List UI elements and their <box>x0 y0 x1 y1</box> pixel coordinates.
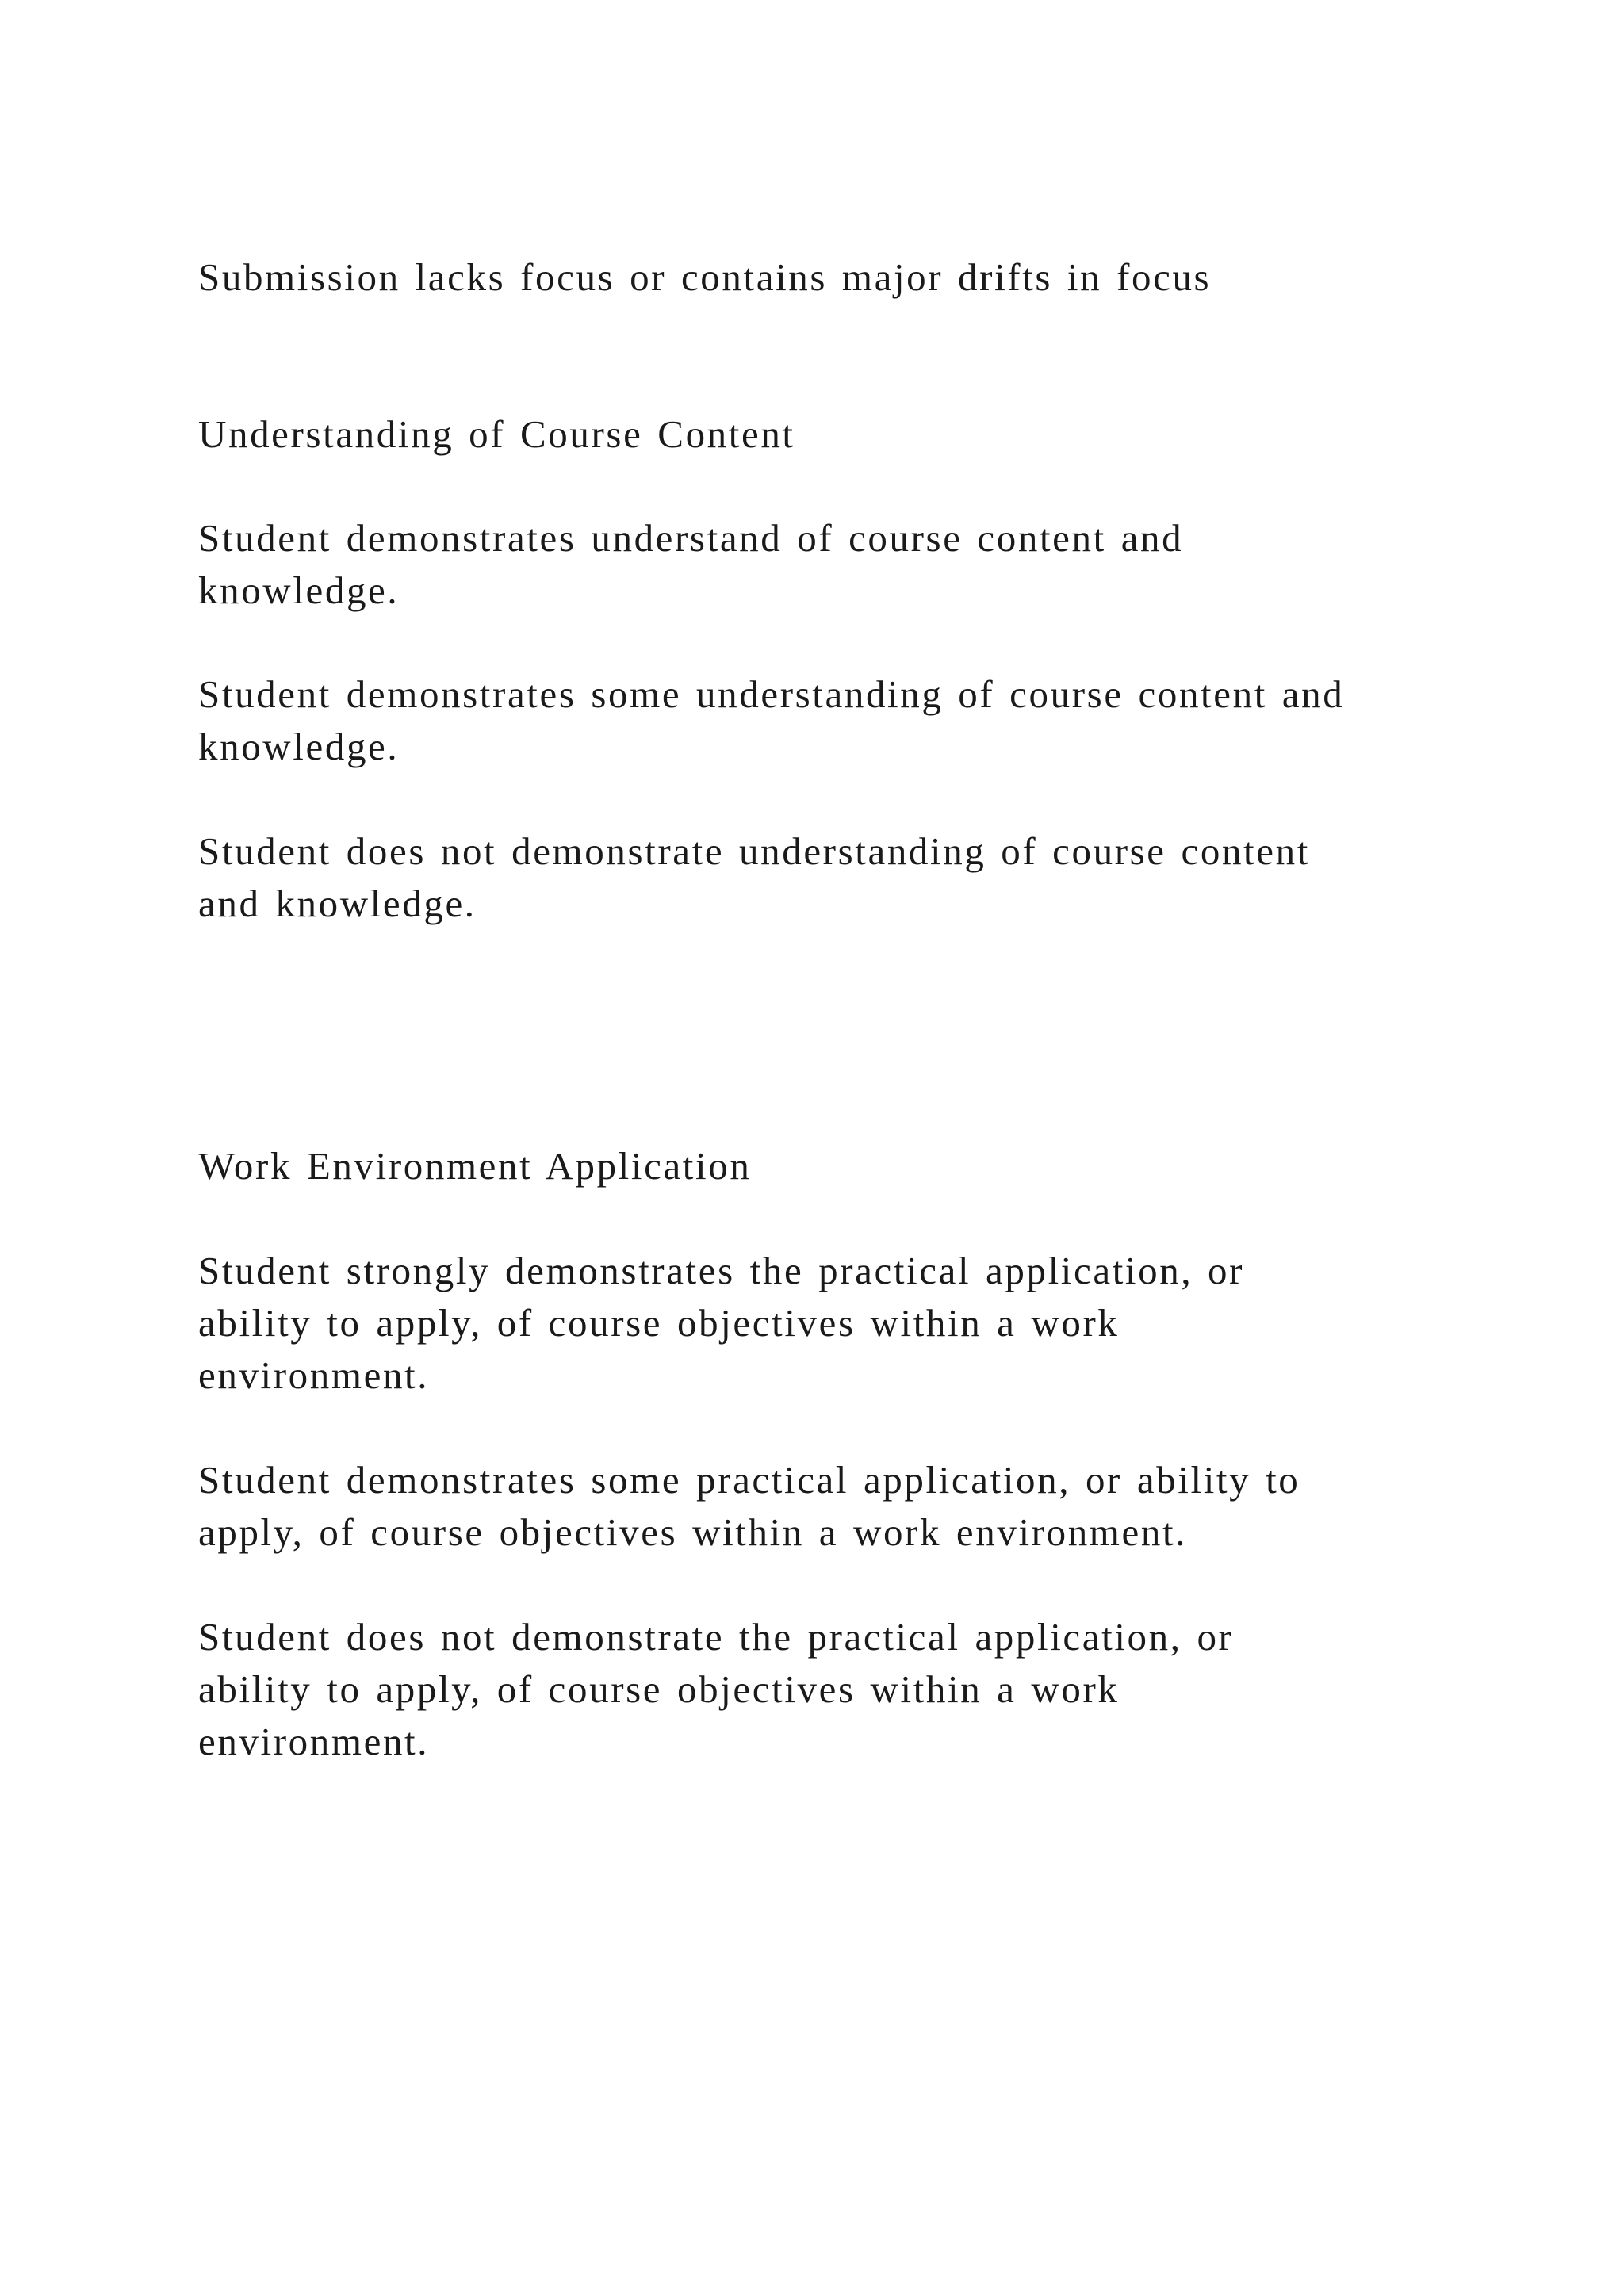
course-content-level-2: Student demonstrates some understanding of course content and knowledge. <box>198 672 1345 768</box>
intro-line: Submission lacks focus or contains major drifts in focus <box>198 255 1212 299</box>
course-content-level-3: Student does not demonstrate understanding of course content and knowledge. <box>198 829 1310 925</box>
work-environment-level-2: Student demonstrates some practical application, or ability to apply, of course objectives within a work environment. <box>198 1458 1300 1554</box>
work-environment-level-3: Student does not demonstrate the practical application, or ability to apply, of course objectives within a work environment. <box>198 1615 1234 1763</box>
section-heading-course-content: Understanding of Course Content <box>198 412 795 456</box>
work-environment-level-1: Student strongly demonstrates the practical application, or ability to apply, of course objectives within a work environment. <box>198 1249 1245 1397</box>
section-heading-work-environment: Work Environment Application <box>198 1144 752 1188</box>
course-content-level-1: Student demonstrates understand of course content and knowledge. <box>198 516 1184 612</box>
